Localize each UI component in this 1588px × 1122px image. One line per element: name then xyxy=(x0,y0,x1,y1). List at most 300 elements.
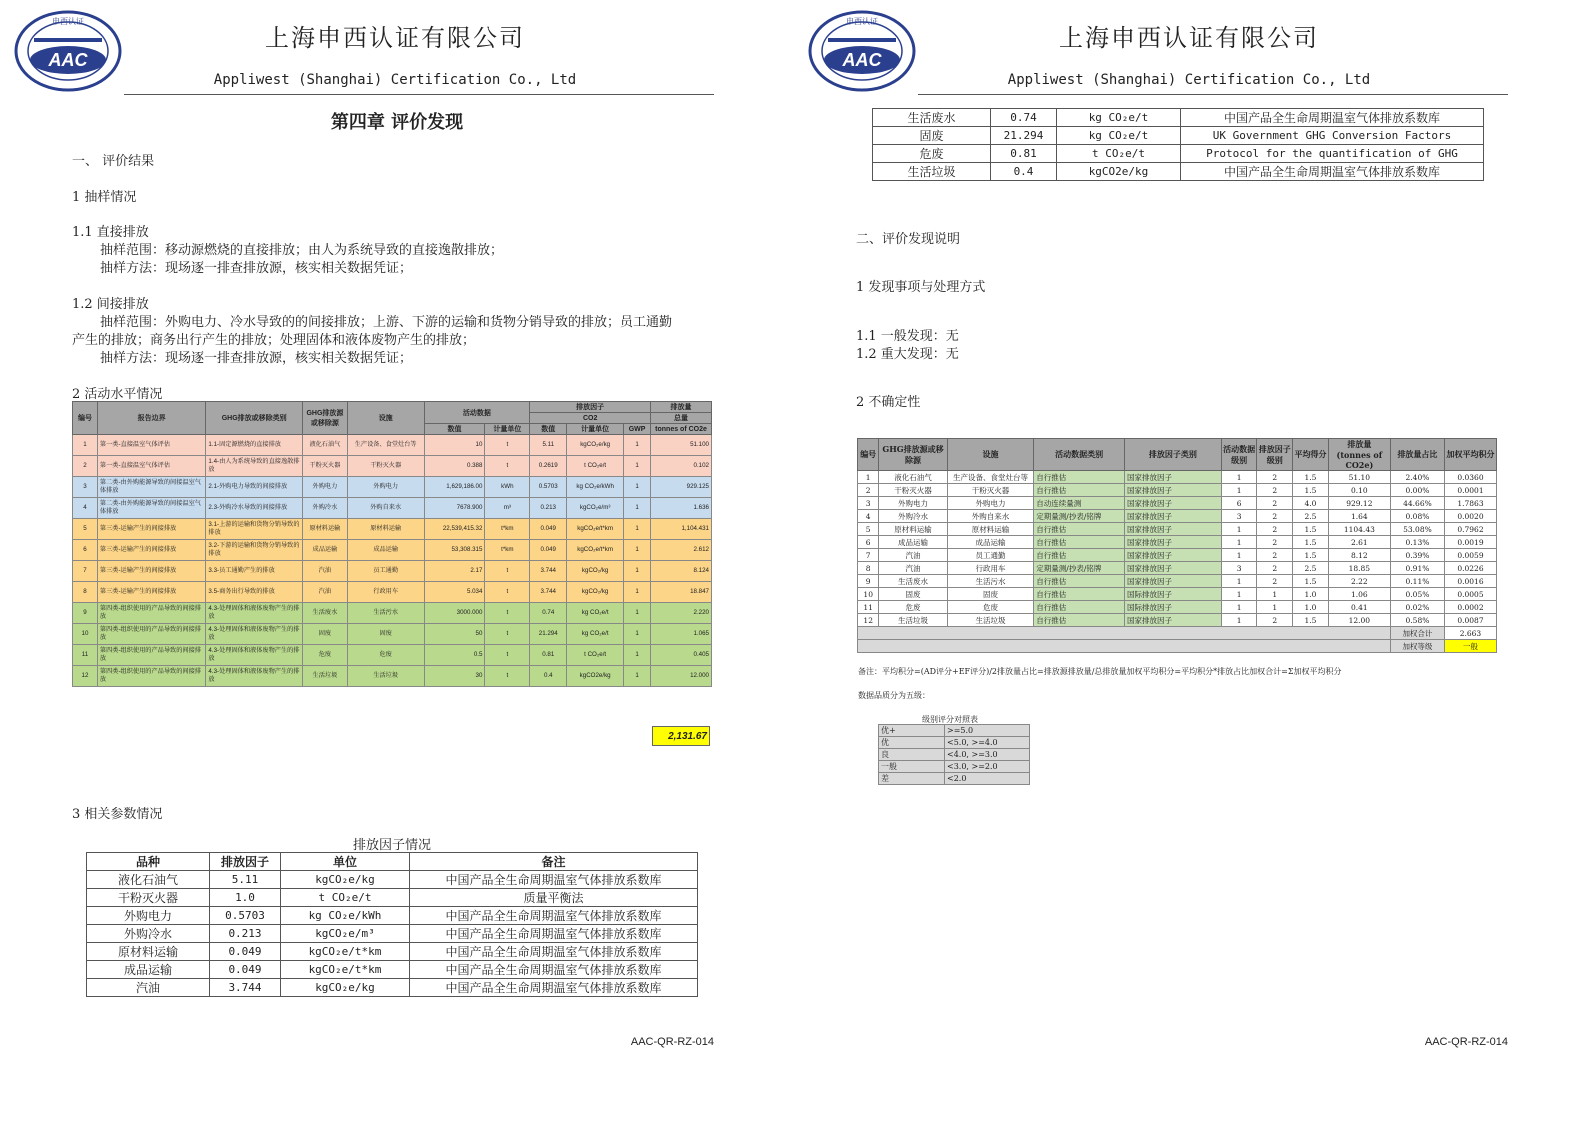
cell-boundary: 第四类-组织使用的产品导致的间接排放 xyxy=(97,645,205,666)
cell-gwp: 1 xyxy=(624,540,651,561)
cell: <3.0, >=2.0 xyxy=(945,761,1030,773)
table-row xyxy=(858,510,1497,523)
cell-no: 2 xyxy=(73,456,98,477)
cell-unit: t*km xyxy=(485,540,530,561)
cell: 53.08% xyxy=(1390,523,1444,536)
cell: 汽油 xyxy=(879,549,947,562)
cell: 0.0087 xyxy=(1444,614,1496,627)
th-activity: 活动数据 xyxy=(424,402,530,424)
th-factor: 排放因子 xyxy=(530,402,651,413)
cell: 质量平衡法 xyxy=(410,889,698,907)
table-row xyxy=(73,435,712,456)
cell-value: 2.17 xyxy=(424,561,485,582)
cell-funit: kg CO₂e/t xyxy=(567,624,624,645)
grade-table xyxy=(878,724,1030,785)
cell: 固废 xyxy=(947,588,1034,601)
cell-gwp: 1 xyxy=(624,477,651,498)
cell-category: 4.3-处理固体和液体废物产生的排放 xyxy=(206,603,303,624)
paragraph: 抽样方法：现场逐一排查排放源，核实相关数据凭证； xyxy=(100,261,413,276)
cell-facility: 员工通勤 xyxy=(347,561,424,582)
cell: 0.39% xyxy=(1390,549,1444,562)
table-row xyxy=(73,498,712,519)
cell-factor: 5.11 xyxy=(530,435,567,456)
cell: 国家排放因子 xyxy=(1125,562,1222,575)
cell-source: 成品运输 xyxy=(302,540,347,561)
th-category: GHG排放或移除类别 xyxy=(206,402,303,435)
cell: 固废 xyxy=(879,588,947,601)
th-col: 编号 xyxy=(858,439,879,471)
cell: 6 xyxy=(1221,497,1257,510)
cell-source: 外购冷水 xyxy=(302,498,347,519)
cell: 生活废水 xyxy=(879,575,947,588)
cell-facility: 行政用车 xyxy=(347,582,424,603)
cell: 2.61 xyxy=(1328,536,1390,549)
cell: 2 xyxy=(1257,484,1293,497)
table-row xyxy=(858,523,1497,536)
cell-category: 2.3-外购冷水导致的间接排放 xyxy=(206,498,303,519)
cell-emission: 18.847 xyxy=(651,582,712,603)
cell: 0.08% xyxy=(1390,510,1444,523)
cell: 0.10 xyxy=(1328,484,1390,497)
cell: 1.5 xyxy=(1293,575,1329,588)
table-row xyxy=(873,127,1484,145)
cell: 0.0001 xyxy=(1444,484,1496,497)
table-row xyxy=(858,497,1497,510)
summary-row xyxy=(858,627,1497,640)
cell-funit: kgCO₂/kg xyxy=(567,561,624,582)
summary-row xyxy=(858,640,1497,653)
cell-unit: t xyxy=(485,666,530,687)
subsection-heading: 2 不确定性 xyxy=(856,395,921,410)
th-col: 设施 xyxy=(947,439,1034,471)
th-col: 活动数据级别 xyxy=(1221,439,1257,471)
th-col: 排放量 (tonnes of CO2e) xyxy=(1328,439,1390,471)
cell: 1 xyxy=(1221,614,1257,627)
cell-factor: 0.2619 xyxy=(530,456,567,477)
cell-no: 11 xyxy=(73,645,98,666)
cell: 中国产品全生命周期温室气体排放系数库 xyxy=(410,943,698,961)
cell-facility: 固废 xyxy=(347,624,424,645)
cell-category: 1.1-固定源燃烧的直接排放 xyxy=(206,435,303,456)
table-row xyxy=(73,603,712,624)
cell-facility: 原材料运输 xyxy=(347,519,424,540)
cell: 定期量测/抄表/铭牌 xyxy=(1034,562,1125,575)
th-emission: 排放量 xyxy=(651,402,712,413)
cell-gwp: 1 xyxy=(624,456,651,477)
th-funit: 计量单位 xyxy=(567,424,624,435)
factor-table-right xyxy=(872,108,1484,181)
document-code: AAC-QR-RZ-014 xyxy=(630,1036,714,1048)
cell: 国家排放因子 xyxy=(1125,484,1222,497)
document-code: AAC-QR-RZ-014 xyxy=(1424,1036,1508,1048)
cell: 1.0 xyxy=(1293,601,1329,614)
cell-gwp: 1 xyxy=(624,435,651,456)
th-no: 编号 xyxy=(73,402,98,435)
cell: 差 xyxy=(879,773,945,785)
cell-funit: kgCO₂e/t*km xyxy=(567,540,624,561)
cell-unit: t xyxy=(485,456,530,477)
table-row xyxy=(87,907,698,925)
table-row xyxy=(73,561,712,582)
cell: 国家排放因子 xyxy=(1125,497,1222,510)
table-row xyxy=(87,943,698,961)
cell: 929.12 xyxy=(1328,497,1390,510)
cell-emission: 929.125 xyxy=(651,477,712,498)
cell-no: 9 xyxy=(73,603,98,624)
cell: 1 xyxy=(858,471,879,484)
cell-category: 3.1-上游的运输和货物分销导致的排放 xyxy=(206,519,303,540)
table-row xyxy=(858,484,1497,497)
cell: 0.213 xyxy=(210,925,281,943)
page-right xyxy=(794,0,1588,1122)
cell-factor: 0.4 xyxy=(530,666,567,687)
cell-boundary: 第一类-直接温室气体评估 xyxy=(97,456,205,477)
uncertainty-table-body xyxy=(858,471,1497,653)
company-name-cn: 上海申西认证有限公司 xyxy=(1059,24,1319,52)
cell: 自行推估 xyxy=(1034,471,1125,484)
cell-no: 1 xyxy=(73,435,98,456)
cell: 生活垃圾 xyxy=(879,614,947,627)
cell-value: 50 xyxy=(424,624,485,645)
summary-label: 加权合计 xyxy=(1390,627,1444,640)
cell-funit: t CO₂e/t xyxy=(567,645,624,666)
cell-unit: t xyxy=(485,624,530,645)
cell-category: 3.3-员工通勤产生的排放 xyxy=(206,561,303,582)
cell-facility: 生活垃圾 xyxy=(347,666,424,687)
cell: 0.05% xyxy=(1390,588,1444,601)
cell: 原材料运输 xyxy=(87,943,210,961)
cell-source: 生活废水 xyxy=(302,603,347,624)
cell: 国家排放因子 xyxy=(1125,523,1222,536)
cell-no: 12 xyxy=(73,666,98,687)
cell: 0.0059 xyxy=(1444,549,1496,562)
cell: 1.0 xyxy=(210,889,281,907)
cell-factor: 0.213 xyxy=(530,498,567,519)
cell-funit: t CO₂e/t xyxy=(567,456,624,477)
cell-category: 4.3-处理固体和液体废物产生的排放 xyxy=(206,624,303,645)
cell: 自行推估 xyxy=(1034,484,1125,497)
cell: 8 xyxy=(858,562,879,575)
cell: kgCO₂e/kg xyxy=(281,979,410,997)
cell-unit: m³ xyxy=(485,498,530,519)
cell-unit: t xyxy=(485,603,530,624)
cell-boundary: 第四类-组织使用的产品导致的间接排放 xyxy=(97,666,205,687)
cell: 干粉灭火器 xyxy=(947,484,1034,497)
th-total: 总量 xyxy=(651,413,712,424)
cell: 一般 xyxy=(879,761,945,773)
section-heading: 一、 评价结果 xyxy=(72,154,155,169)
cell-emission: 1.636 xyxy=(651,498,712,519)
cell: 1.06 xyxy=(1328,588,1390,601)
table-row xyxy=(87,925,698,943)
cell: 1.64 xyxy=(1328,510,1390,523)
cell-facility: 生产设备、食堂灶台等 xyxy=(347,435,424,456)
cell-boundary: 第三类-运输产生的间接排放 xyxy=(97,582,205,603)
cell: 0.049 xyxy=(210,961,281,979)
cell: 中国产品全生命周期温室气体排放系数库 xyxy=(410,925,698,943)
cell-source: 液化石油气 xyxy=(302,435,347,456)
cell: 7 xyxy=(858,549,879,562)
factor-table-left-body xyxy=(87,871,698,997)
table-row xyxy=(73,540,712,561)
cell: 2 xyxy=(1257,523,1293,536)
cell: kgCO2e/kg xyxy=(1057,163,1181,181)
cell: t CO₂e/t xyxy=(1057,145,1181,163)
cell-no: 7 xyxy=(73,561,98,582)
cell-no: 3 xyxy=(73,477,98,498)
cell: 2 xyxy=(1257,549,1293,562)
cell-funit: kgCO2e/kg xyxy=(567,666,624,687)
chapter-title: 第四章 评价发现 xyxy=(330,112,464,133)
table-row xyxy=(87,961,698,979)
cell-no: 8 xyxy=(73,582,98,603)
table-row xyxy=(87,889,698,907)
cell-factor: 0.81 xyxy=(530,645,567,666)
th-unit: 计量单位 xyxy=(485,424,530,435)
table-row xyxy=(873,109,1484,127)
th-tco2e: tonnes of CO2e xyxy=(651,424,712,435)
cell: 外购电力 xyxy=(87,907,210,925)
cell: 4.0 xyxy=(1293,497,1329,510)
table-row xyxy=(858,588,1497,601)
cell: 自动连续量测 xyxy=(1034,497,1125,510)
cell: 自行推估 xyxy=(1034,588,1125,601)
cell: 8.12 xyxy=(1328,549,1390,562)
cell-boundary: 第一类-直接温室气体评估 xyxy=(97,435,205,456)
table-row xyxy=(858,614,1497,627)
cell-source: 干粉灭火器 xyxy=(302,456,347,477)
logo-ring-text: 申西认证 xyxy=(846,17,878,26)
cell: 自行推估 xyxy=(1034,536,1125,549)
cell-gwp: 1 xyxy=(624,624,651,645)
cell-source: 汽油 xyxy=(302,582,347,603)
cell: 自行推估 xyxy=(1034,549,1125,562)
paragraph: 抽样方法：现场逐一排查排放源，核实相关数据凭证； xyxy=(100,351,413,366)
th-gwp: GWP xyxy=(624,424,651,435)
cell-boundary: 第二类-由外购能源导致的间接温室气体排放 xyxy=(97,477,205,498)
cell: 中国产品全生命周期温室气体排放系数库 xyxy=(1181,109,1484,127)
cell: 3.744 xyxy=(210,979,281,997)
cell: 中国产品全生命周期温室气体排放系数库 xyxy=(410,961,698,979)
table-row xyxy=(858,549,1497,562)
th-col: GHG排放源或移除源 xyxy=(879,439,947,471)
cell: 0.0002 xyxy=(1444,601,1496,614)
cell: 2.40% xyxy=(1390,471,1444,484)
cell-factor: 3.744 xyxy=(530,561,567,582)
cell: 1.5 xyxy=(1293,523,1329,536)
th-kind: 品种 xyxy=(87,853,210,871)
activity-total: 2,131.67 xyxy=(652,726,710,746)
cell: 外购电力 xyxy=(879,497,947,510)
cell-source: 危废 xyxy=(302,645,347,666)
cell: 1 xyxy=(1221,471,1257,484)
cell: 0.7962 xyxy=(1444,523,1496,536)
cell: kgCO₂e/kg xyxy=(281,871,410,889)
cell: 0.4 xyxy=(991,163,1057,181)
cell: 良 xyxy=(879,749,945,761)
cell: 1.5 xyxy=(1293,484,1329,497)
cell: 员工通勤 xyxy=(947,549,1034,562)
cell-value: 7678.900 xyxy=(424,498,485,519)
cell: 国家排放因子 xyxy=(1125,549,1222,562)
cell-gwp: 1 xyxy=(624,645,651,666)
cell-category: 3.2-下游的运输和货物分销导致的排放 xyxy=(206,540,303,561)
cell-blank xyxy=(858,627,1391,640)
cell: 自行推估 xyxy=(1034,601,1125,614)
cell: 1104.43 xyxy=(1328,523,1390,536)
table-row xyxy=(879,725,1030,737)
cell-category: 2.1-外购电力导致的间接排放 xyxy=(206,477,303,498)
uncertainty-table-header xyxy=(858,439,1497,471)
cell: 0.0020 xyxy=(1444,510,1496,523)
cell: 0.11% xyxy=(1390,575,1444,588)
subsection-heading: 1.2 间接排放 xyxy=(72,297,149,312)
cell: >=5.0 xyxy=(945,725,1030,737)
cell-emission: 0.405 xyxy=(651,645,712,666)
th-value: 数值 xyxy=(424,424,485,435)
cell: 0.0360 xyxy=(1444,471,1496,484)
cell-unit: t xyxy=(485,582,530,603)
table-row xyxy=(73,582,712,603)
cell-boundary: 第四类-组织使用的产品导致的间接排放 xyxy=(97,603,205,624)
cell: 外购自来水 xyxy=(947,510,1034,523)
cell: 0.0226 xyxy=(1444,562,1496,575)
cell: Protocol for the quantification of GHG xyxy=(1181,145,1484,163)
cell: 定期量测/抄表/铭牌 xyxy=(1034,510,1125,523)
cell-factor: 21.294 xyxy=(530,624,567,645)
uncertainty-table xyxy=(857,438,1497,653)
cell: 生活垃圾 xyxy=(947,614,1034,627)
cell-blank xyxy=(858,640,1391,653)
cell: 0.81 xyxy=(991,145,1057,163)
cell: 优+ xyxy=(879,725,945,737)
cell: 0.02% xyxy=(1390,601,1444,614)
cell-gwp: 1 xyxy=(624,561,651,582)
factor-table-left xyxy=(86,852,698,997)
cell: 液化石油气 xyxy=(87,871,210,889)
cell-funit: kg CO₂e/t xyxy=(567,603,624,624)
table-row xyxy=(879,773,1030,785)
cell-category: 3.5-商务出行导致的排放 xyxy=(206,582,303,603)
cell-no: 5 xyxy=(73,519,98,540)
cell-factor: 0.049 xyxy=(530,540,567,561)
cell: 44.66% xyxy=(1390,497,1444,510)
section-heading: 二、评价发现说明 xyxy=(856,232,961,247)
cell-factor: 0.74 xyxy=(530,603,567,624)
cell-value: 5.034 xyxy=(424,582,485,603)
cell: 外购冷水 xyxy=(879,510,947,523)
cell-funit: kgCO₂e/t*km xyxy=(567,519,624,540)
table-row xyxy=(858,471,1497,484)
cell-category: 1.4-由人为系统导致的直接逸散排放 xyxy=(206,456,303,477)
cell: <5.0, >=4.0 xyxy=(945,737,1030,749)
cell: 1.5 xyxy=(1293,471,1329,484)
cell: kg CO₂e/kWh xyxy=(281,907,410,925)
cell: 自行推估 xyxy=(1034,614,1125,627)
cell-value: 10 xyxy=(424,435,485,456)
cell: 行政用车 xyxy=(947,562,1034,575)
cell: 1 xyxy=(1221,536,1257,549)
remark-note: 备注：平均积分=(AD评分+EF评分)/2排放量占比=排放源排放量/总排放量加权平均积分=平均积分*排放占比加权合计=Σ加权平均积分 xyxy=(858,667,1342,676)
table-row xyxy=(73,666,712,687)
cell: 2.22 xyxy=(1328,575,1390,588)
table-row xyxy=(879,749,1030,761)
cell: 干粉灭火器 xyxy=(87,889,210,907)
grade-table-body xyxy=(879,725,1030,785)
table-row xyxy=(73,645,712,666)
logo-text: AAC xyxy=(842,50,882,70)
cell: 成品运输 xyxy=(87,961,210,979)
table-row xyxy=(73,477,712,498)
th-col: 排放量占比 xyxy=(1390,439,1444,471)
cell: 0.0005 xyxy=(1444,588,1496,601)
cell: 国家排放因子 xyxy=(1125,614,1222,627)
cell: kgCO₂e/t*km xyxy=(281,961,410,979)
cell: 中国产品全生命周期温室气体排放系数库 xyxy=(1181,163,1484,181)
cell-unit: t*km xyxy=(485,519,530,540)
cell: 1 xyxy=(1221,484,1257,497)
cell: 1.5 xyxy=(1293,614,1329,627)
cell: <4.0, >=3.0 xyxy=(945,749,1030,761)
grade-caption: 级别评分对照表 xyxy=(922,715,978,724)
cell-source: 汽油 xyxy=(302,561,347,582)
cell: 国家排放因子 xyxy=(1125,471,1222,484)
table-row xyxy=(879,737,1030,749)
cell: 2 xyxy=(1257,562,1293,575)
cell-emission: 1.065 xyxy=(651,624,712,645)
cell: 10 xyxy=(858,588,879,601)
subsection-heading: 1 发现事项与处理方式 xyxy=(856,280,986,295)
cell: 生活污水 xyxy=(947,575,1034,588)
cell-unit: t xyxy=(485,435,530,456)
cell-funit: kgCO₂e/kg xyxy=(567,435,624,456)
paragraph: 抽样范围：移动源燃烧的直接排放；由人为系统导致的直接逸散排放； xyxy=(100,243,504,258)
cell-emission: 2.612 xyxy=(651,540,712,561)
summary-value: 2.663 xyxy=(1444,627,1496,640)
cell-value: 3000.000 xyxy=(424,603,485,624)
activity-table xyxy=(72,401,712,687)
table-row xyxy=(73,456,712,477)
th-co2: CO2 xyxy=(530,413,651,424)
cell: 危废 xyxy=(873,145,991,163)
th-col: 加权平均积分 xyxy=(1444,439,1496,471)
th-boundary: 报告边界 xyxy=(97,402,205,435)
cell: 优 xyxy=(879,737,945,749)
cell: 2 xyxy=(1257,614,1293,627)
cell-facility: 成品运输 xyxy=(347,540,424,561)
cell: 自行推估 xyxy=(1034,523,1125,536)
cell: 生活垃圾 xyxy=(873,163,991,181)
cell: 5.11 xyxy=(210,871,281,889)
table-row xyxy=(873,145,1484,163)
cell: 中国产品全生命周期温室气体排放系数库 xyxy=(410,907,698,925)
summary-value: 一般 xyxy=(1444,640,1496,653)
cell: 汽油 xyxy=(879,562,947,575)
cell-factor: 3.744 xyxy=(530,582,567,603)
cell-source: 固废 xyxy=(302,624,347,645)
cell: 21.294 xyxy=(991,127,1057,145)
cell: <2.0 xyxy=(945,773,1030,785)
cell-source: 外购电力 xyxy=(302,477,347,498)
cell-emission: 51.100 xyxy=(651,435,712,456)
cell: t CO₂e/t xyxy=(281,889,410,907)
paragraph: 1.1 一般发现：无 xyxy=(856,329,959,344)
cell: 1.0 xyxy=(1293,588,1329,601)
cell: 危废 xyxy=(879,601,947,614)
cell-gwp: 1 xyxy=(624,519,651,540)
cell-gwp: 1 xyxy=(624,582,651,603)
cell-source: 生活垃圾 xyxy=(302,666,347,687)
